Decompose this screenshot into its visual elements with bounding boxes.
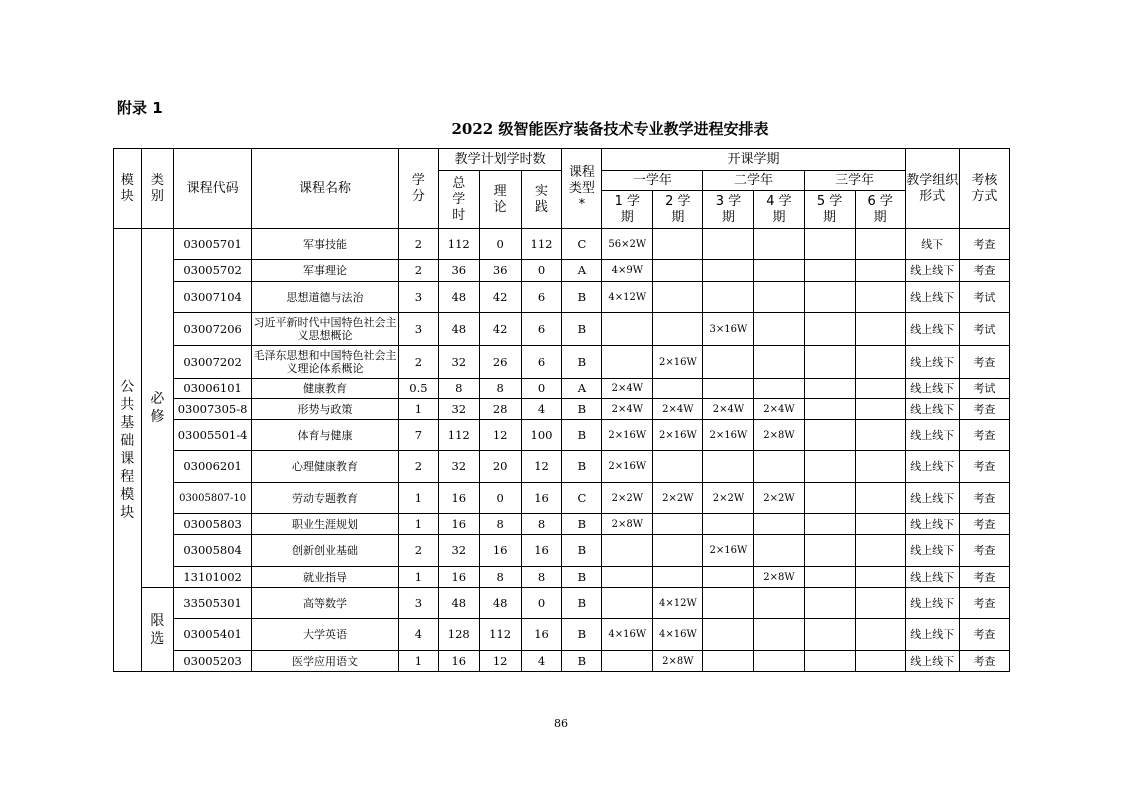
course-type: B (562, 567, 602, 588)
course-code: 03007104 (174, 282, 252, 313)
hours-practice: 8 (521, 514, 562, 535)
sem1-plan: 2×2W (602, 483, 653, 514)
table-row (114, 588, 1010, 619)
hours-theory: 48 (479, 588, 521, 619)
course-name: 习近平新时代中国特色社会主义思想概论 (251, 313, 398, 346)
hours-total: 16 (438, 483, 479, 514)
header-sem6: 6 学期 (855, 191, 905, 229)
sem4-plan (754, 588, 804, 619)
sem3-plan (703, 514, 754, 535)
exam-method: 考查 (959, 260, 1009, 282)
sem2-plan: 4×12W (653, 588, 703, 619)
table-row (114, 260, 1010, 282)
sem3-plan (703, 282, 754, 313)
hours-theory: 16 (479, 535, 521, 567)
sem3-plan (703, 451, 754, 483)
sem2-plan: 2×16W (653, 420, 703, 451)
header-sem1: 1 学期 (602, 191, 653, 229)
course-code: 13101002 (174, 567, 252, 588)
hours-theory: 26 (479, 346, 521, 379)
sem6-plan (855, 619, 905, 651)
credit: 1 (399, 514, 439, 535)
exam-method: 考查 (959, 451, 1009, 483)
course-code: 03007206 (174, 313, 252, 346)
sem1-plan: 56×2W (602, 229, 653, 260)
sem6-plan (855, 399, 905, 420)
header-credit: 学分 (399, 149, 439, 229)
course-name: 毛泽东思想和中国特色社会主义理论体系概论 (251, 346, 398, 379)
sem3-plan: 2×2W (703, 483, 754, 514)
course-type: B (562, 651, 602, 672)
sem6-plan (855, 514, 905, 535)
sem1-plan (602, 313, 653, 346)
course-code: 03005401 (174, 619, 252, 651)
teaching-org: 线上线下 (905, 313, 959, 346)
hours-practice: 100 (521, 420, 562, 451)
sem5-plan (804, 420, 855, 451)
credit: 3 (399, 313, 439, 346)
hours-total: 48 (438, 313, 479, 346)
sem6-plan (855, 451, 905, 483)
course-name: 医学应用语文 (251, 651, 398, 672)
hours-theory: 42 (479, 282, 521, 313)
credit: 7 (399, 420, 439, 451)
appendix-label: 附录 1 (117, 99, 163, 117)
sem6-plan (855, 483, 905, 514)
course-name: 思想道德与法治 (251, 282, 398, 313)
sem6-plan (855, 229, 905, 260)
sem3-plan (703, 260, 754, 282)
sem5-plan (804, 260, 855, 282)
course-type: B (562, 514, 602, 535)
category-limited-cell: 限选 (141, 588, 174, 672)
table-row (114, 229, 1010, 260)
sem2-plan: 2×8W (653, 651, 703, 672)
sem5-plan (804, 229, 855, 260)
hours-theory: 36 (479, 260, 521, 282)
hours-practice: 12 (521, 451, 562, 483)
sem2-plan: 2×16W (653, 346, 703, 379)
hours-practice: 8 (521, 567, 562, 588)
sem3-plan (703, 379, 754, 399)
sem4-plan (754, 379, 804, 399)
header-semester-group: 开课学期 (602, 149, 905, 171)
sem1-plan (602, 346, 653, 379)
course-code: 03005501-4 (174, 420, 252, 451)
course-code: 03005804 (174, 535, 252, 567)
sem2-plan (653, 451, 703, 483)
course-code: 03005807-10 (174, 483, 252, 514)
sem4-plan (754, 229, 804, 260)
hours-practice: 4 (521, 399, 562, 420)
teaching-org: 线上线下 (905, 567, 959, 588)
hours-total: 36 (438, 260, 479, 282)
course-name: 创新创业基础 (251, 535, 398, 567)
header-year3: 三学年 (804, 171, 905, 191)
sem2-plan (653, 535, 703, 567)
hours-practice: 112 (521, 229, 562, 260)
sem3-plan (703, 651, 754, 672)
table-row (114, 346, 1010, 379)
course-code: 03005702 (174, 260, 252, 282)
hours-total: 8 (438, 379, 479, 399)
course-code: 03006201 (174, 451, 252, 483)
sem6-plan (855, 420, 905, 451)
teaching-org: 线上线下 (905, 420, 959, 451)
credit: 1 (399, 651, 439, 672)
sem6-plan (855, 535, 905, 567)
table-row (114, 399, 1010, 420)
sem4-plan: 2×8W (754, 567, 804, 588)
sem3-plan: 3×16W (703, 313, 754, 346)
teaching-org: 线上线下 (905, 399, 959, 420)
exam-method: 考查 (959, 229, 1009, 260)
credit: 2 (399, 451, 439, 483)
course-code: 03006101 (174, 379, 252, 399)
sem3-plan (703, 229, 754, 260)
exam-method: 考试 (959, 379, 1009, 399)
course-type: A (562, 379, 602, 399)
document-title: 2022 级智能医疗装备技术专业教学进程安排表 (451, 120, 769, 138)
header-code: 课程代码 (174, 149, 252, 229)
course-type: B (562, 451, 602, 483)
course-name: 军事技能 (251, 229, 398, 260)
table-row (114, 535, 1010, 567)
header-sem5: 5 学期 (804, 191, 855, 229)
table-row (114, 514, 1010, 535)
course-type: A (562, 260, 602, 282)
credit: 1 (399, 567, 439, 588)
course-type: C (562, 229, 602, 260)
hours-practice: 4 (521, 651, 562, 672)
teaching-org: 线下 (905, 229, 959, 260)
hours-theory: 12 (479, 420, 521, 451)
hours-theory: 28 (479, 399, 521, 420)
exam-method: 考查 (959, 567, 1009, 588)
sem5-plan (804, 535, 855, 567)
hours-theory: 12 (479, 651, 521, 672)
header-hours-theory: 理论 (479, 171, 521, 229)
table-row (114, 483, 1010, 514)
course-name: 健康教育 (251, 379, 398, 399)
sem4-plan: 2×4W (754, 399, 804, 420)
course-code: 03005701 (174, 229, 252, 260)
sem6-plan (855, 282, 905, 313)
sem1-plan: 4×16W (602, 619, 653, 651)
hours-total: 16 (438, 514, 479, 535)
course-type: B (562, 619, 602, 651)
hours-theory: 112 (479, 619, 521, 651)
course-type: B (562, 346, 602, 379)
page-number: 86 (554, 717, 568, 730)
header-name: 课程名称 (251, 149, 398, 229)
hours-total: 112 (438, 229, 479, 260)
hours-total: 32 (438, 346, 479, 379)
sem4-plan: 2×2W (754, 483, 804, 514)
course-type: B (562, 313, 602, 346)
teaching-org: 线上线下 (905, 514, 959, 535)
sem4-plan (754, 346, 804, 379)
header-year2: 二学年 (703, 171, 804, 191)
hours-practice: 16 (521, 483, 562, 514)
sem5-plan (804, 483, 855, 514)
hours-total: 48 (438, 282, 479, 313)
course-type: B (562, 535, 602, 567)
sem4-plan (754, 260, 804, 282)
course-code: 03005803 (174, 514, 252, 535)
sem3-plan: 2×4W (703, 399, 754, 420)
sem3-plan (703, 346, 754, 379)
credit: 2 (399, 346, 439, 379)
sem1-plan (602, 588, 653, 619)
teaching-org: 线上线下 (905, 619, 959, 651)
header-category: 类别 (141, 149, 174, 229)
credit: 2 (399, 229, 439, 260)
sem5-plan (804, 313, 855, 346)
sem4-plan (754, 313, 804, 346)
hours-total: 16 (438, 651, 479, 672)
exam-method: 考查 (959, 651, 1009, 672)
sem1-plan: 2×8W (602, 514, 653, 535)
sem1-plan: 4×12W (602, 282, 653, 313)
teaching-org: 线上线下 (905, 535, 959, 567)
sem4-plan (754, 619, 804, 651)
sem2-plan: 2×2W (653, 483, 703, 514)
hours-total: 16 (438, 567, 479, 588)
exam-method: 考查 (959, 535, 1009, 567)
credit: 1 (399, 483, 439, 514)
teaching-org: 线上线下 (905, 282, 959, 313)
table-row (114, 420, 1010, 451)
sem2-plan: 2×4W (653, 399, 703, 420)
hours-practice: 0 (521, 260, 562, 282)
schedule-table-container (113, 148, 1010, 672)
course-name: 劳动专题教育 (251, 483, 398, 514)
table-row (114, 567, 1010, 588)
exam-method: 考查 (959, 346, 1009, 379)
sem3-plan (703, 588, 754, 619)
sem1-plan: 2×16W (602, 451, 653, 483)
header-hours-total: 总学时 (438, 171, 479, 229)
exam-method: 考查 (959, 619, 1009, 651)
header-module: 模块 (114, 149, 142, 229)
header-org: 教学组织形式 (905, 149, 959, 229)
sem6-plan (855, 260, 905, 282)
hours-practice: 6 (521, 282, 562, 313)
hours-total: 112 (438, 420, 479, 451)
sem5-plan (804, 282, 855, 313)
hours-theory: 0 (479, 483, 521, 514)
teaching-org: 线上线下 (905, 483, 959, 514)
sem1-plan: 4×9W (602, 260, 653, 282)
credit: 2 (399, 535, 439, 567)
exam-method: 考试 (959, 282, 1009, 313)
sem4-plan (754, 514, 804, 535)
sem5-plan (804, 379, 855, 399)
hours-total: 32 (438, 451, 479, 483)
header-sem4: 4 学期 (754, 191, 804, 229)
header-hours-group: 教学计划学时数 (438, 149, 562, 171)
exam-method: 考查 (959, 514, 1009, 535)
teaching-org: 线上线下 (905, 588, 959, 619)
teaching-org: 线上线下 (905, 651, 959, 672)
sem6-plan (855, 567, 905, 588)
exam-method: 考查 (959, 588, 1009, 619)
sem2-plan (653, 567, 703, 588)
course-name: 高等数学 (251, 588, 398, 619)
sem3-plan (703, 619, 754, 651)
header-course-type: 课程类型* (562, 149, 602, 229)
header-sem3: 3 学期 (703, 191, 754, 229)
hours-practice: 0 (521, 588, 562, 619)
table-row (114, 282, 1010, 313)
sem5-plan (804, 588, 855, 619)
teaching-schedule-table (113, 148, 1010, 672)
table-row (114, 651, 1010, 672)
sem4-plan (754, 451, 804, 483)
header-hours-practice: 实践 (521, 171, 562, 229)
sem5-plan (804, 346, 855, 379)
course-type: B (562, 282, 602, 313)
hours-practice: 16 (521, 535, 562, 567)
exam-method: 考试 (959, 313, 1009, 346)
sem6-plan (855, 313, 905, 346)
hours-theory: 8 (479, 379, 521, 399)
sem1-plan (602, 567, 653, 588)
sem1-plan (602, 651, 653, 672)
header-sem2: 2 学期 (653, 191, 703, 229)
sem2-plan (653, 514, 703, 535)
hours-theory: 42 (479, 313, 521, 346)
exam-method: 考查 (959, 399, 1009, 420)
course-code: 33505301 (174, 588, 252, 619)
sem5-plan (804, 451, 855, 483)
hours-theory: 0 (479, 229, 521, 260)
course-name: 大学英语 (251, 619, 398, 651)
table-row (114, 313, 1010, 346)
sem5-plan (804, 651, 855, 672)
hours-practice: 6 (521, 346, 562, 379)
sem6-plan (855, 346, 905, 379)
hours-practice: 16 (521, 619, 562, 651)
credit: 2 (399, 260, 439, 282)
sem1-plan: 2×4W (602, 379, 653, 399)
sem2-plan (653, 229, 703, 260)
course-name: 体育与健康 (251, 420, 398, 451)
hours-theory: 20 (479, 451, 521, 483)
table-body (114, 229, 1010, 672)
course-name: 就业指导 (251, 567, 398, 588)
sem5-plan (804, 514, 855, 535)
hours-total: 32 (438, 535, 479, 567)
hours-theory: 8 (479, 514, 521, 535)
credit: 1 (399, 399, 439, 420)
sem2-plan: 4×16W (653, 619, 703, 651)
category-required-cell: 必修 (141, 229, 174, 588)
sem2-plan (653, 313, 703, 346)
sem6-plan (855, 651, 905, 672)
course-name: 职业生涯规划 (251, 514, 398, 535)
sem6-plan (855, 379, 905, 399)
hours-total: 32 (438, 399, 479, 420)
course-name: 军事理论 (251, 260, 398, 282)
sem5-plan (804, 619, 855, 651)
table-row (114, 379, 1010, 399)
sem3-plan (703, 567, 754, 588)
teaching-org: 线上线下 (905, 346, 959, 379)
teaching-org: 线上线下 (905, 451, 959, 483)
sem5-plan (804, 567, 855, 588)
course-type: C (562, 483, 602, 514)
teaching-org: 线上线下 (905, 379, 959, 399)
header-year1: 一学年 (602, 171, 703, 191)
course-type: B (562, 588, 602, 619)
sem3-plan: 2×16W (703, 420, 754, 451)
course-code: 03005203 (174, 651, 252, 672)
teaching-org: 线上线下 (905, 260, 959, 282)
table-row (114, 619, 1010, 651)
sem3-plan: 2×16W (703, 535, 754, 567)
sem2-plan (653, 379, 703, 399)
course-type: B (562, 420, 602, 451)
course-code: 03007202 (174, 346, 252, 379)
table-row (114, 451, 1010, 483)
sem1-plan: 2×16W (602, 420, 653, 451)
exam-method: 考查 (959, 420, 1009, 451)
course-name: 心理健康教育 (251, 451, 398, 483)
sem4-plan (754, 535, 804, 567)
hours-practice: 6 (521, 313, 562, 346)
credit: 3 (399, 588, 439, 619)
module-cell: 公共基础课程模块 (114, 229, 142, 672)
hours-total: 48 (438, 588, 479, 619)
sem1-plan: 2×4W (602, 399, 653, 420)
hours-practice: 0 (521, 379, 562, 399)
credit: 3 (399, 282, 439, 313)
sem4-plan (754, 282, 804, 313)
sem2-plan (653, 260, 703, 282)
hours-theory: 8 (479, 567, 521, 588)
sem6-plan (855, 588, 905, 619)
sem4-plan: 2×8W (754, 420, 804, 451)
sem5-plan (804, 399, 855, 420)
sem4-plan (754, 651, 804, 672)
credit: 4 (399, 619, 439, 651)
course-name: 形势与政策 (251, 399, 398, 420)
hours-total: 128 (438, 619, 479, 651)
sem1-plan (602, 535, 653, 567)
course-type: B (562, 399, 602, 420)
header-exam: 考核方式 (959, 149, 1009, 229)
sem2-plan (653, 282, 703, 313)
course-code: 03007305-8 (174, 399, 252, 420)
credit: 0.5 (399, 379, 439, 399)
exam-method: 考查 (959, 483, 1009, 514)
